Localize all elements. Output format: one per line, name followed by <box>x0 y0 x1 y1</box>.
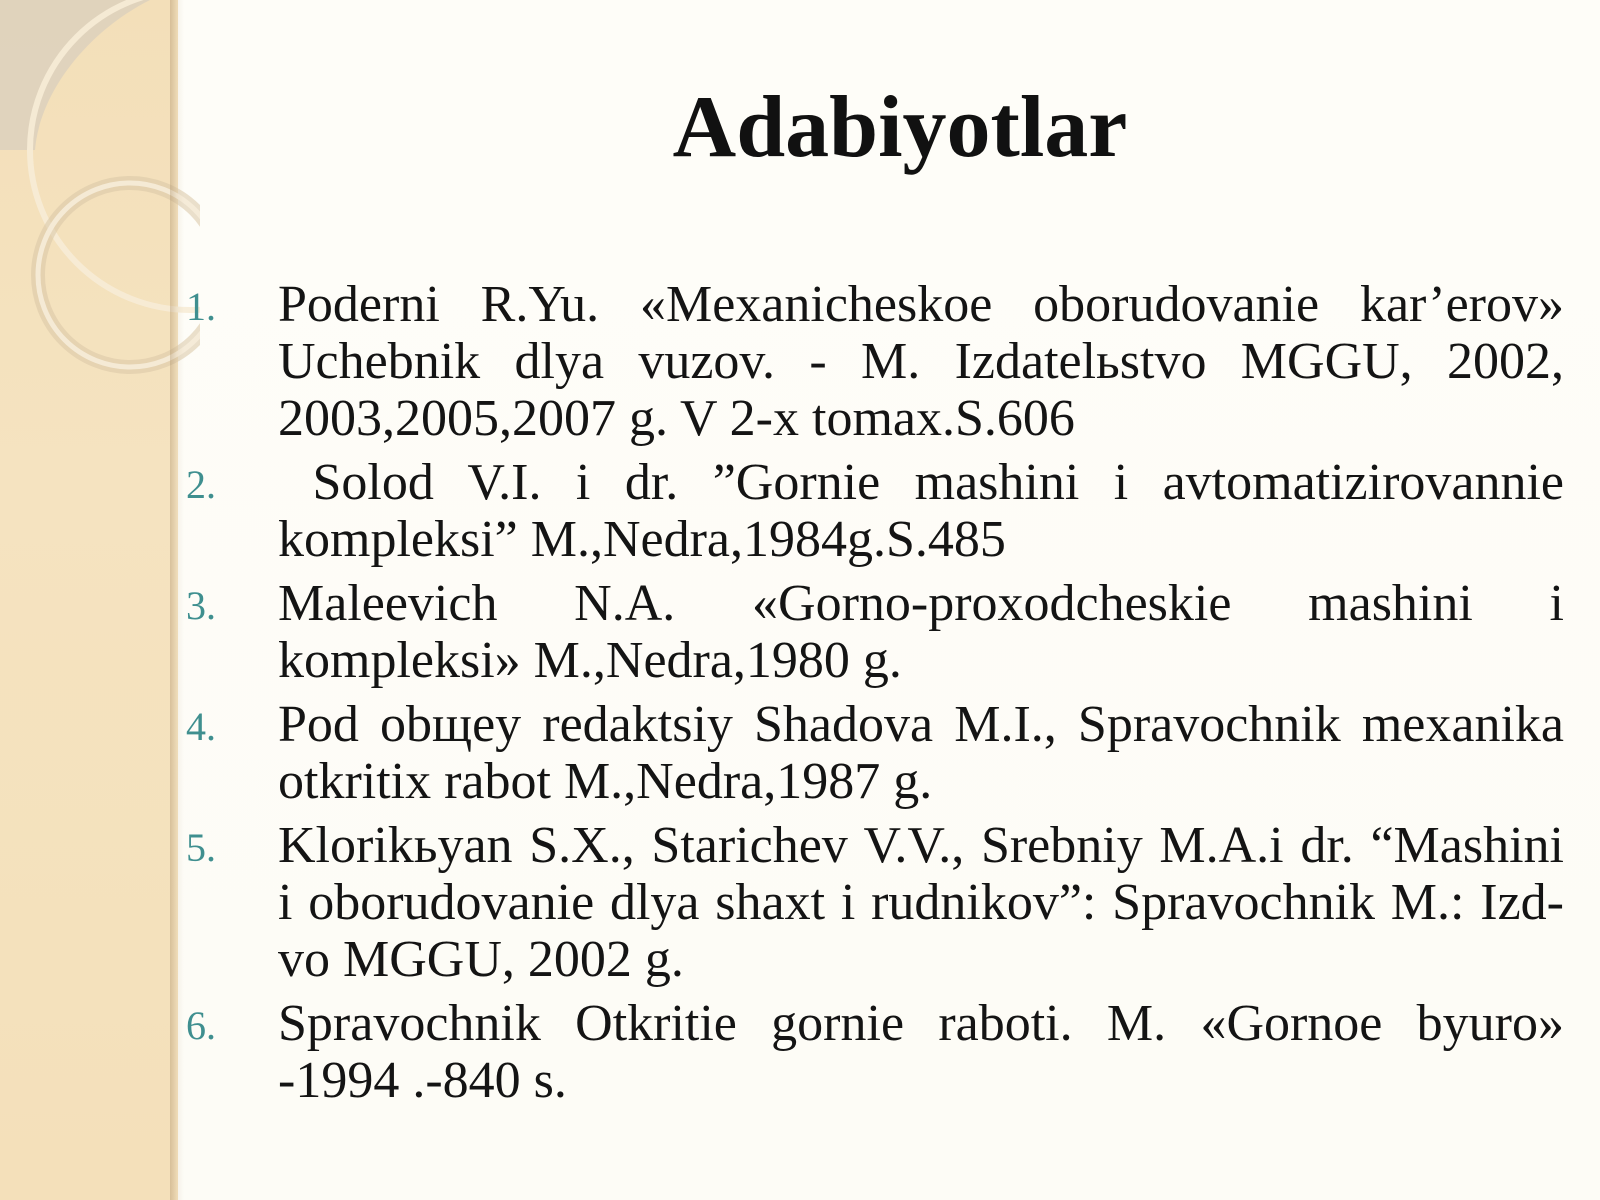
list-item-text: Spravochnik Otkritie gornie raboti. M. «Gornoe byuro» -1994 .-840 s. <box>278 995 1564 1109</box>
list-item-text: Solod V.I. i dr. ”Gornie mashini i avtomatizirovannie kompleksi” M.,Nedra,1984g.S.485 <box>278 454 1577 568</box>
list-item-text: Maleevich N.A. «Gorno-proxodcheskie mashini i kompleksi» M.,Nedra,1980 g. <box>278 575 1564 689</box>
list-item-text: Klorikьyan S.X., Starichev V.V., Srebniy M.A.i dr. “Mashini i oborudovanie dlya shaxt i rudnikov”: Spravochnik M.: Izd-vo MGGU, 2002 g. <box>278 817 1564 988</box>
list-item-number: 3. <box>186 583 216 628</box>
list-item <box>186 276 1564 447</box>
list-item-number: 2. <box>186 462 216 507</box>
list-item <box>186 575 1564 689</box>
list-item <box>186 454 1577 568</box>
list-item <box>186 696 1564 810</box>
page-title: Adabiyotlar <box>672 79 1128 176</box>
list-item-number: 4. <box>186 704 216 749</box>
list-item-text: Poderni R.Yu. «Mexanicheskoe oborudovanie kar’erov» Uchebnik dlya vuzov. - M. Izdatelьstvo MGGU, 2002, 2003,2005,2007 g. V 2-x tomax.S.606 <box>278 276 1564 447</box>
list-item-number: 5. <box>186 825 216 870</box>
list-item-text: Pod obщey redaktsiy Shadova M.I., Spravochnik mexanika otkritix rabot M.,Nedra,1987 g. <box>278 696 1564 810</box>
list-item-number: 6. <box>186 1003 216 1048</box>
reference-list <box>186 276 1577 1116</box>
list-item <box>186 817 1564 988</box>
list-item <box>186 995 1564 1109</box>
side-panel-shadow <box>170 0 184 1200</box>
list-item-number: 1. <box>186 284 216 329</box>
